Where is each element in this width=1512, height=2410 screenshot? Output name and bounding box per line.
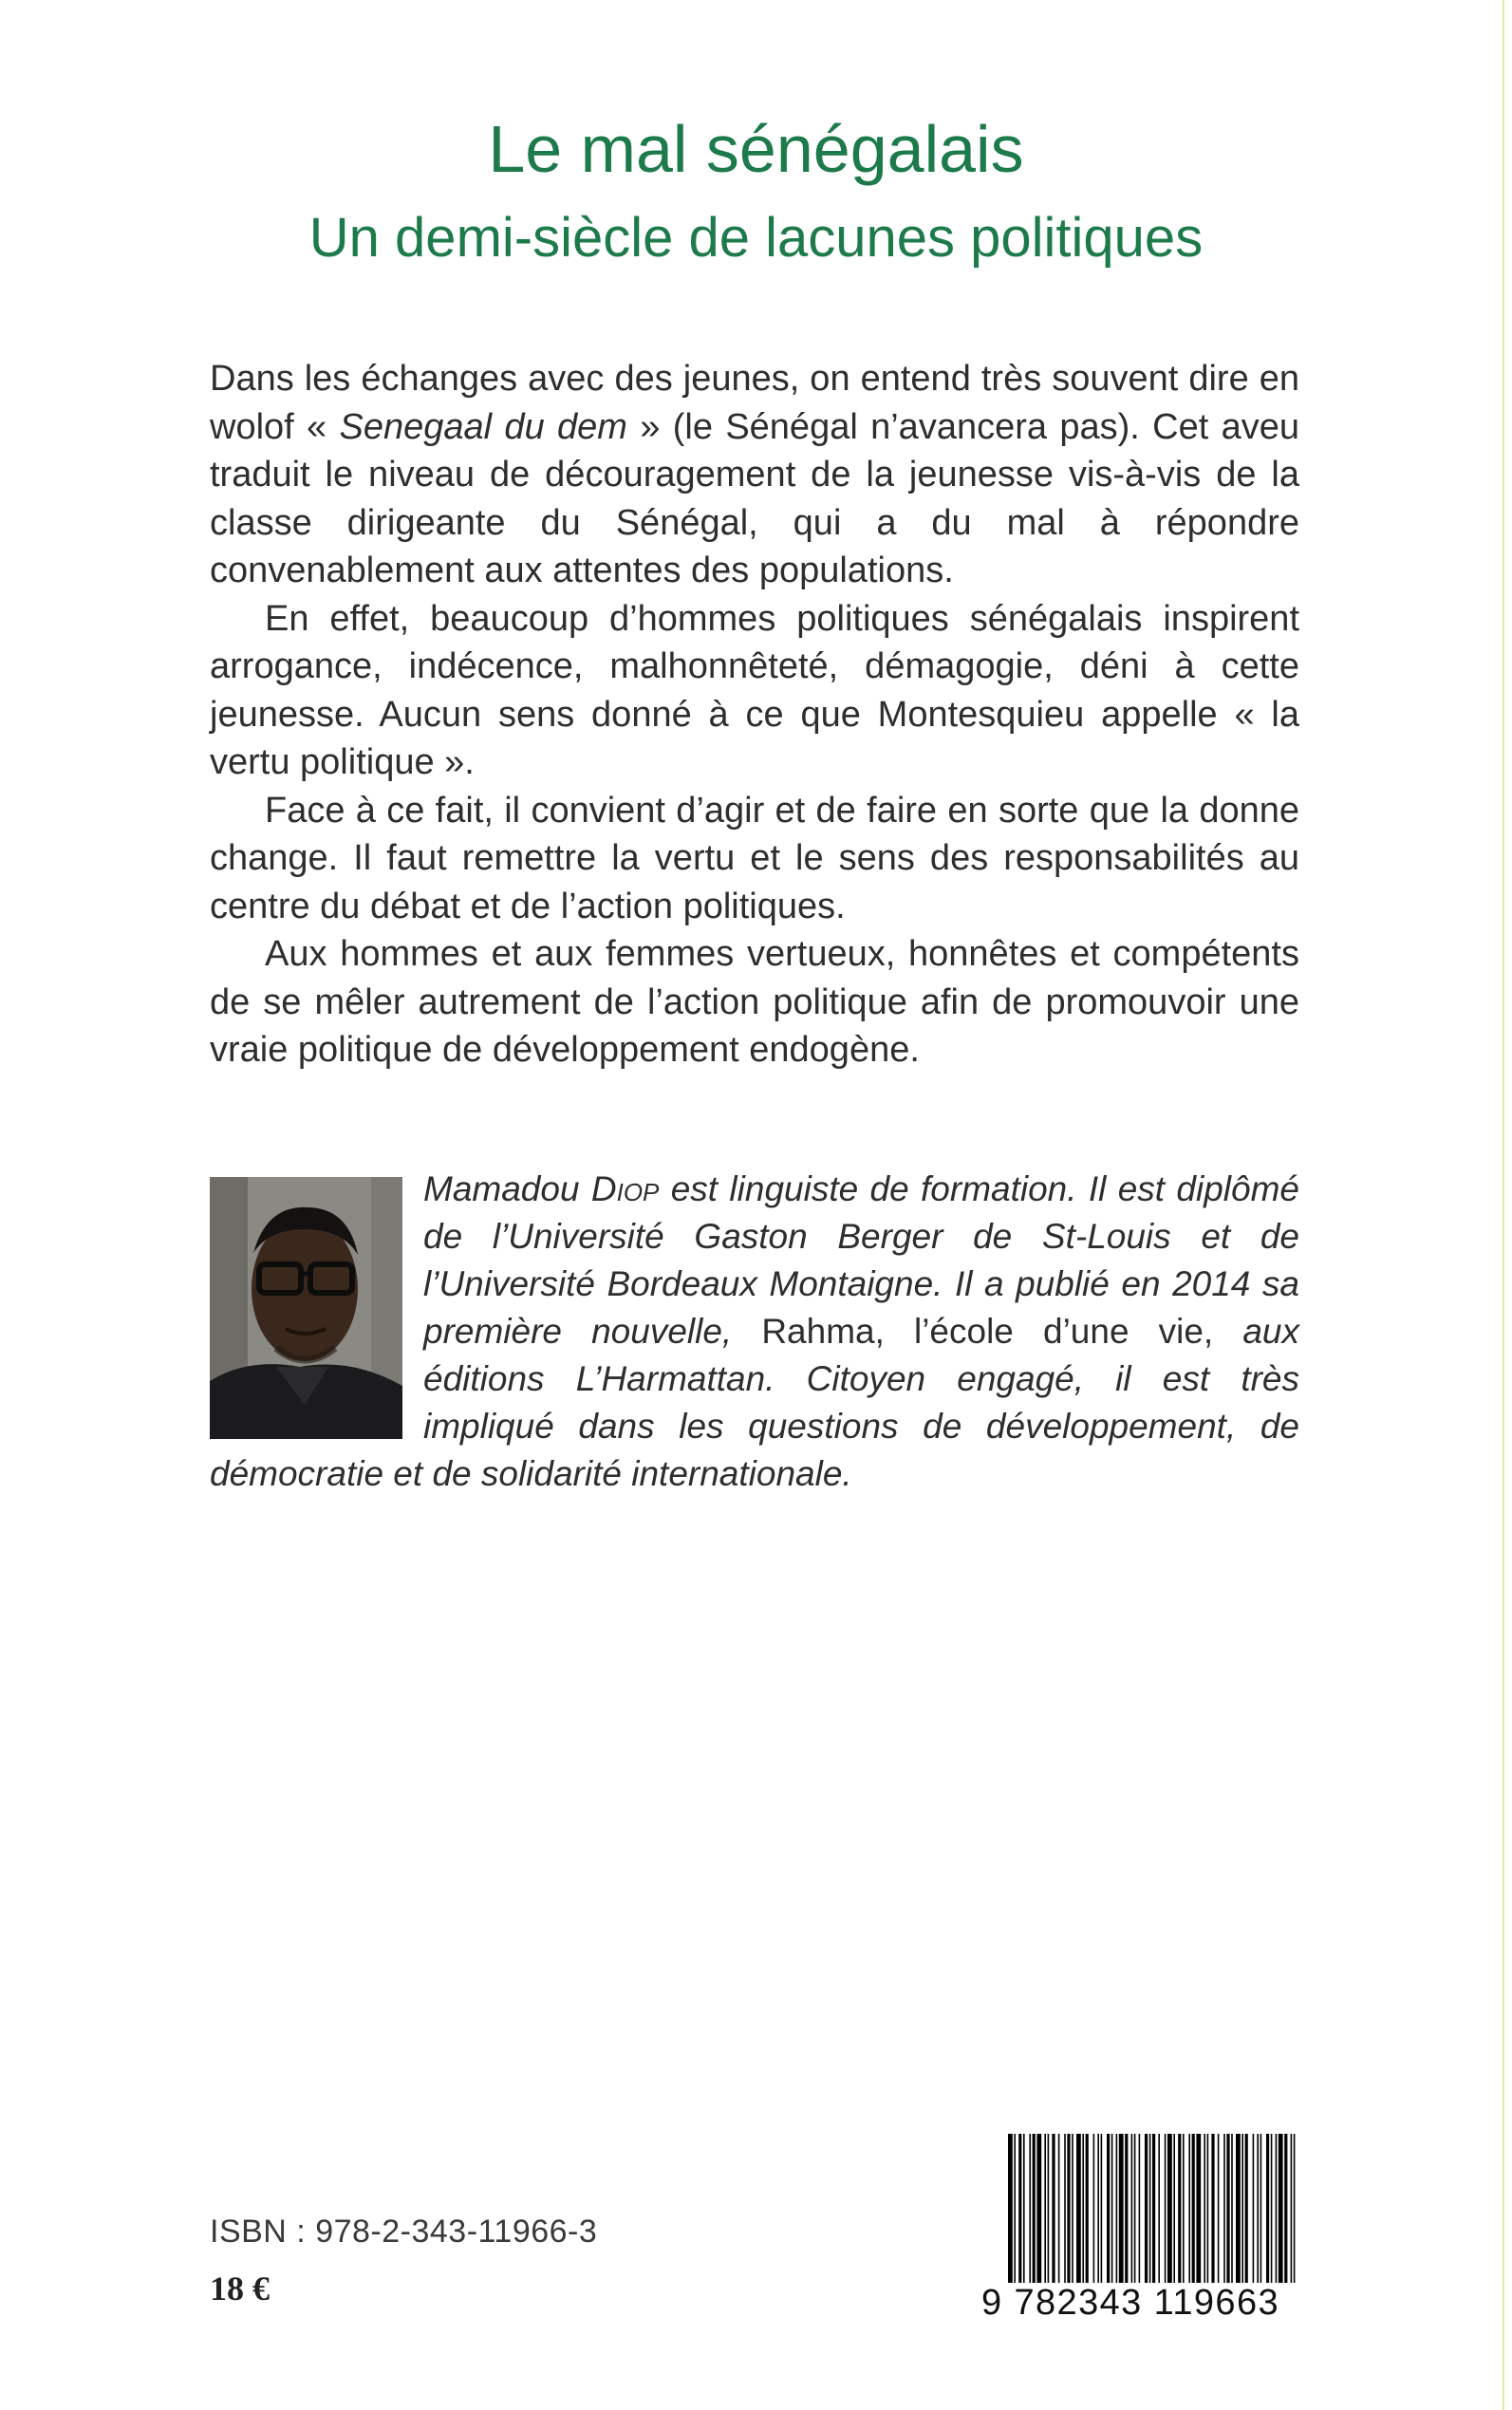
- author-first-name: Mamadou: [423, 1169, 580, 1208]
- author-photo: [210, 1177, 402, 1439]
- blurb-paragraph-2: En effet, beaucoup d’hommes politiques sénégalais inspirent arrogance, indécence, malhonnêteté, démagogie, déni à cette jeunesse. Aucun sens donné à ce que Montesquieu appelle « la vertu politique ».: [210, 598, 1299, 782]
- barcode-digits: 9 782343 119663: [978, 2283, 1310, 2324]
- blurb-paragraph-1: [210, 355, 1299, 595]
- author-bio-text-a: est linguiste de formation. Il est diplômé de l’Université Gaston Berger de St-Louis et de l’Université Bordeaux Montaigne. Il a publié en 2014 sa première nouvelle,: [423, 1169, 1299, 1351]
- author-bio: [210, 1166, 1299, 1498]
- blurb-paragraph-4: Aux hommes et aux femmes vertueux, honnêtes et compétents de se mêler autrement de l’action politique afin de promouvoir une vraie politique de développement endogène.: [210, 934, 1299, 1070]
- blurb-p1-text-a: Dans les échanges avec des jeunes, on entend très souvent dire en wolof «: [210, 359, 1299, 447]
- author-bio-text-b: aux éditions L’Harmattan. Citoyen engagé, il est très impliqué dans les questions de développement, de démocratie et de solidarité internationale.: [210, 1312, 1299, 1493]
- book-title: Le mal sénégalais: [488, 112, 1024, 186]
- blurb-paragraph-3: Face à ce fait, il convient d’agir et de faire en sorte que la donne change. Il faut remettre la vertu et le sens des responsabilités au centre du débat et de l’action politiques.: [210, 790, 1299, 926]
- blurb-wolof-phrase: Senegaal du dem: [339, 406, 627, 447]
- blurb-p1-text-b: » (le Sénégal n’avancera pas). Cet aveu traduit le niveau de découragement de la jeunesse vis-à-vis de la classe dirigeante du Sénégal, qui a du mal à répondre convenablement aux attentes des populations.: [210, 406, 1300, 590]
- author-portrait-image: [210, 1177, 402, 1439]
- book-subtitle: Un demi-siècle de lacunes politiques: [308, 207, 1204, 269]
- price-label: 18 €: [210, 2270, 270, 2307]
- author-work-title: Rahma, l’école d’une vie,: [761, 1312, 1214, 1351]
- author-last-name: Diop: [590, 1169, 660, 1208]
- isbn-label: ISBN : 978-2-343-11966-3: [210, 2214, 598, 2250]
- spine-edge-line: [1503, 0, 1504, 2410]
- back-cover-blurb: [210, 355, 1299, 1074]
